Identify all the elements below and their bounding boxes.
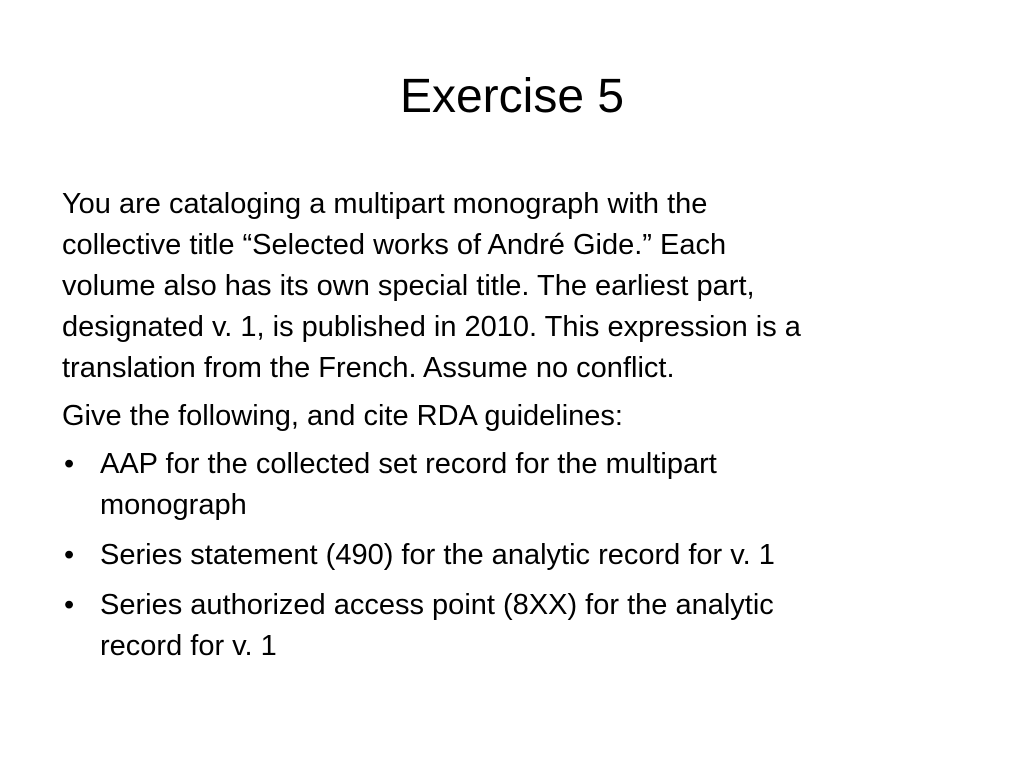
bullet-item [62,444,962,526]
bullet-dot-icon: • [64,448,75,480]
bullet-item [62,535,962,576]
intro-line: designated v. 1, is published in 2010. This expression is a [62,311,801,343]
intro-line: volume also has its own special title. The earliest part, [62,270,755,302]
bullet-list [62,444,962,667]
intro-line: collective title “Selected works of André Gide.” Each [62,229,727,261]
intro-line: You are cataloging a multipart monograph with the [62,188,708,220]
bullet-line: monograph [100,489,247,521]
bullet-text [100,585,962,667]
intro-paragraph [62,184,962,389]
intro-line: translation from the French. Assume no conflict. [62,352,675,384]
bullet-text [100,535,962,576]
bullet-dot-icon: • [64,589,75,621]
prompt-paragraph: Give the following, and cite RDA guidelines: [62,400,623,432]
slide-body [62,184,962,676]
bullet-text [100,444,962,526]
bullet-line: AAP for the collected set record for the multipart [100,448,717,480]
bullet-item [62,585,962,667]
bullet-line: Series authorized access point (8XX) for the analytic [100,589,774,621]
bullet-line: Series statement (490) for the analytic record for v. 1 [100,539,775,571]
slide-title: Exercise 5 [399,70,625,123]
bullet-line: record for v. 1 [100,630,277,662]
bullet-dot-icon: • [64,539,75,571]
